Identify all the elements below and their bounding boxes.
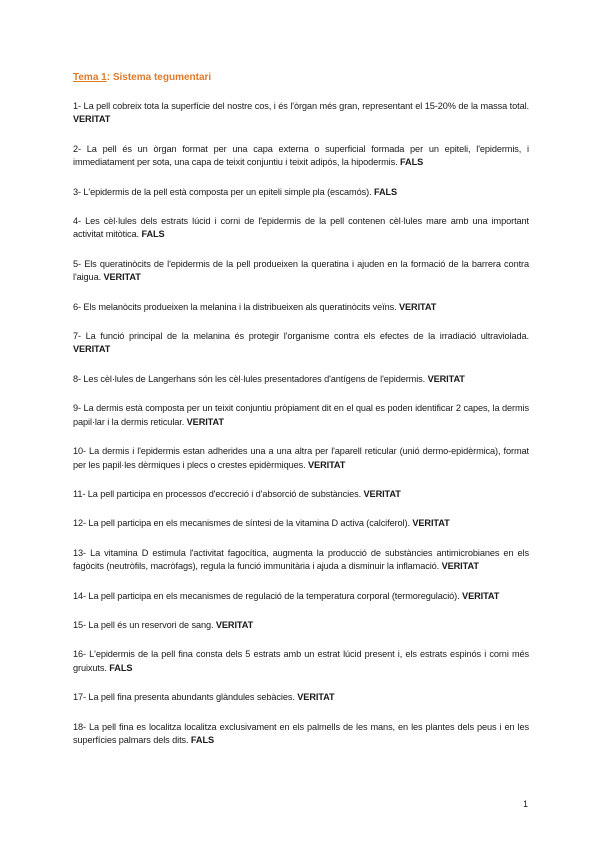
question-item [73, 547, 529, 574]
question-item [73, 100, 529, 127]
question-answer: FALS [141, 229, 165, 240]
page-number: 1 [522, 799, 528, 809]
question-text: 3- L'epidermis de la pell està composta per un epiteli simple pla (escamós). [73, 186, 372, 197]
question-text: 14- La pell participa en els mecanismes de regulació de la temperatura corporal (termoregulació). [73, 590, 460, 601]
question-text: 8- Les cèl·lules de Langerhans són les cèl·lules presentadores d'antígens de l'epidermis. [73, 373, 426, 384]
question-answer: VERITAT [462, 590, 500, 601]
question-item [73, 590, 529, 603]
question-item [73, 488, 529, 501]
question-list [73, 100, 529, 747]
question-text: 9- La dermis està composta per un teixit conjuntiu pròpiament dit en el qual es poden identificar 2 capes, la dermis papil·lar i la dermis reticular. [73, 403, 529, 427]
question-item [73, 619, 529, 632]
question-item [73, 143, 529, 170]
question-text: 4- Les cèl·lules dels estrats lúcid i corni de l'epidermis de la pell contenen cèl·lules mare amb una important activitat mitòtica. [73, 216, 529, 240]
question-text: 18- La pell fina es localitza localitza exclusivament en els palmells de les mans, en les plantes dels peus i en les superfícies palmars dels dits. [73, 721, 529, 745]
section-title: Sistema tegumentari [112, 72, 212, 83]
question-answer: FALS [109, 662, 133, 673]
question-item [73, 721, 529, 748]
question-answer: VERITAT [412, 518, 450, 529]
question-text: 17- La pell fina presenta abundants glàndules sebàcies. [73, 692, 295, 703]
question-item [73, 445, 529, 472]
question-item [73, 691, 529, 704]
question-answer: VERITAT [399, 301, 437, 312]
question-answer: VERITAT [215, 619, 254, 630]
question-item [73, 186, 529, 199]
question-answer: VERITAT [427, 373, 465, 384]
question-answer: FALS [400, 157, 424, 168]
question-item [73, 402, 529, 429]
question-item [73, 301, 529, 314]
question-item [73, 648, 529, 675]
question-text: 5- Els queratinòcits de l'epidermis de la pell produeixen la queratina i ajuden en la formació de la barrera contra l'aigua. [73, 258, 529, 283]
question-text: 11- La pell participa en processos d'eccreció i d'absorció de substàncies. [73, 488, 362, 499]
question-answer: VERITAT [73, 114, 111, 125]
question-answer: VERITAT [103, 272, 141, 283]
question-answer: VERITAT [441, 561, 479, 572]
question-text: 10- La dermis i l'epidermis estan adherides una a una altra per l'aparell reticular (unió dermo-epidèrmica), format per les papil·les dèrmiques i plecs o crestes epidèrmiques. [73, 446, 529, 470]
question-item [73, 215, 529, 242]
question-answer: VERITAT [308, 459, 346, 470]
document-content [73, 72, 529, 763]
question-text: 13- La vitamina D estimula l'activitat fagocítica, augmenta la producció de substàncies antimicrobianes en els fagòcits (neutròfils, macròfags), regula la funció immunitària i ajuda a disminuir la inflamació. [73, 547, 529, 572]
question-text: 6- Els melanòcits produeixen la melanina i la distribueixen als queratinòcits veïns. [73, 301, 397, 312]
question-item [73, 517, 529, 530]
header-colon: : [106, 72, 113, 83]
question-answer: VERITAT [297, 692, 335, 703]
question-item [73, 258, 529, 285]
question-answer: VERITAT [73, 344, 111, 355]
question-text: 7- La funció principal de la melanina és protegir l'organisme contra els efectes de la irradiació ultraviolada. [73, 331, 529, 342]
section-header [73, 72, 529, 83]
question-answer: VERITAT [363, 488, 401, 499]
question-text: 1- La pell cobreix tota la superfície del nostre cos, i és l'òrgan més gran, representant el 15-20% de la massa total. [73, 101, 529, 111]
question-text: 16- L'epidermis de la pell fina consta dels 5 estrats amb un estrat lúcid present i, els estrats espinós i corni més gruixuts. [73, 649, 529, 673]
question-answer: VERITAT [186, 416, 224, 427]
question-text: 2- La pell és un òrgan format per una capa externa o superficial formada per un epiteli, l'epidermis, i immediatament per sota, una capa de teixit conjuntiu i teixit adipós, la hipodermis. [73, 143, 529, 168]
question-item [73, 373, 529, 386]
question-answer: FALS [373, 186, 398, 197]
question-answer: FALS [190, 734, 215, 745]
question-text: 12- La pell participa en els mecanismes de síntesi de la vitamina D activa (calciferol). [73, 518, 410, 529]
tema-label: Tema 1 [73, 72, 107, 83]
question-text: 15- La pell és un reservori de sang. [73, 619, 214, 630]
question-item [73, 330, 529, 357]
